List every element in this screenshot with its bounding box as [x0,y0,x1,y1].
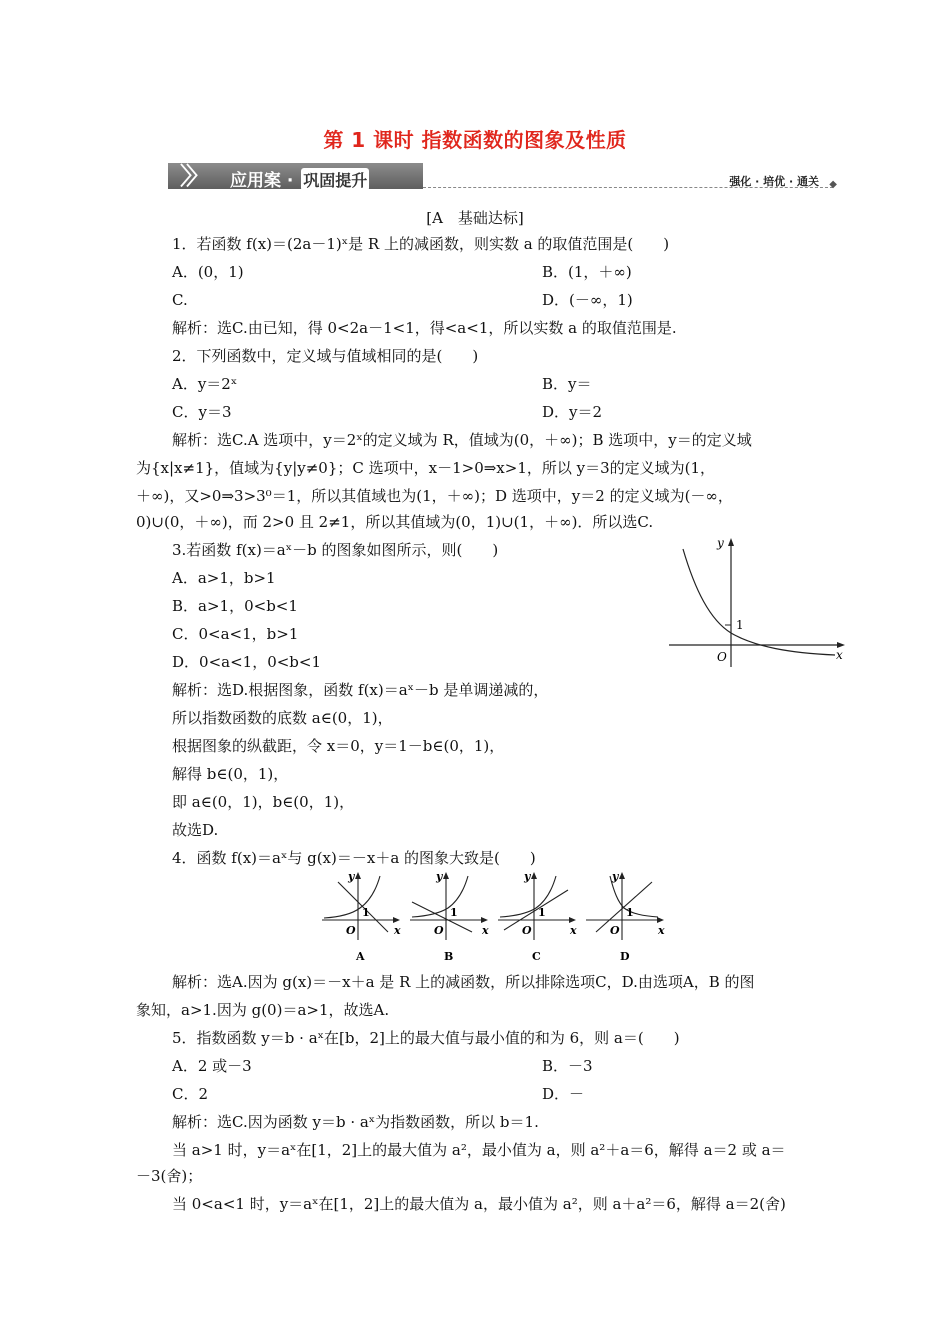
q4-graph-a [322,870,401,963]
x-axis-arrow [393,917,400,923]
section-banner [168,163,841,193]
x-axis-arrow [569,917,576,923]
origin-label: O [346,924,356,937]
graph-a-caption: A [356,950,365,963]
q3-option-a: A．a>1，b>1 [172,569,276,587]
y-label: y [436,870,443,883]
y-axis-arrow [355,872,361,879]
section-heading: [A 基础达标] [426,209,524,227]
q5-option-d: D．－ [542,1085,585,1103]
one-label: 1 [736,618,744,632]
graph-c-caption: C [532,950,541,963]
x-label: x [570,924,577,937]
q5-option-c: C．2 [172,1085,209,1103]
q3-solution-line-5: 即 a∈(0，1)，b∈(0，1)， [172,793,355,811]
banner-label-part: 应用案 · [230,171,300,191]
q2-option-d: D．y＝2 [542,403,603,421]
question-3: 3.若函数 f(x)＝aˣ－b 的图象如图所示，则( ) [172,541,499,559]
q5-solution-line-4: 当 0<a<1 时，y＝aˣ在[1，2]上的最大值为 a，最小值为 a²，则 a＋a²＝6，解得 a＝2(舍) [172,1195,786,1213]
question-2: 2．下列函数中，定义域与值域相同的是( ) [172,347,479,365]
q1-option-b: B．(1，＋∞) [542,263,632,281]
question-5: 5．指数函数 y＝b · aˣ在[b，2]上的最大值与最小值的和为 6，则 a＝( ) [172,1029,680,1047]
q4-graphs [318,868,668,968]
x-label: x [394,924,401,937]
q3-option-c: C．0<a<1，b>1 [172,625,299,643]
q2-solution-line-1: 解析：选C.A 选项中，y＝2ˣ的定义域为 R，值域为(0，＋∞)；B 选项中，y＝的定义域 [172,431,752,449]
q2-option-b: B．y＝ [542,375,592,393]
banner-label [230,166,369,191]
q5-option-b: B．－3 [542,1057,593,1075]
y-label: y [612,870,619,883]
q4-graph-b [410,870,489,963]
q2-option-a: A．y＝2ˣ [172,375,238,393]
y-label: y [524,870,531,883]
origin-label: O [522,924,532,937]
question-4: 4．函数 f(x)＝aˣ与 g(x)＝－x＋a 的图象大致是( ) [172,849,536,867]
line-g [504,890,568,930]
q5-solution-line-1: 解析：选C.因为函数 y＝b · aˣ为指数函数，所以 b＝1. [172,1113,539,1131]
graph-d-caption: D [620,950,630,963]
q3-option-d: D．0<a<1，0<b<1 [172,653,322,671]
q5-solution-line-3: －3(舍)； [136,1167,203,1185]
one-label: 1 [450,906,458,919]
exponential-curve [683,549,835,655]
q3-option-b: B．a>1，0<b<1 [172,597,298,615]
q3-solution-line-1: 解析：选D.根据图象，函数 f(x)＝aˣ－b 是单调递减的， [172,681,549,699]
origin-label: O [434,924,444,937]
y-axis-arrow [443,872,449,879]
origin-label: O [610,924,620,937]
y-label: y [717,536,724,550]
q2-solution-line-3: ＋∞)，又>0⇒3>3⁰＝1，所以其值域也为(1，＋∞)；D 选项中，y＝2 的定义域为(－∞， [136,487,733,505]
q3-solution-line-6: 故选D. [172,821,219,839]
q4-graph-c [498,870,577,963]
q4-solution-line-1: 解析：选A.因为 g(x)＝－x＋a 是 R 上的减函数，所以排除选项C，D.由选项A，B 的图 [172,973,755,991]
x-label: x [658,924,665,937]
line-g [596,882,652,932]
banner-tagline: 强化 · 培优 · 通关 [729,175,819,188]
y-axis-arrow [619,872,625,879]
q3-solution-line-2: 所以指数函数的底数 a∈(0，1)， [172,709,393,727]
double-chevron-icon: 〉〉 [180,162,204,190]
q4-graph-d [586,870,665,963]
q2-solution-line-2: 为{x|x≠1}，值域为{y|y≠0}；C 选项中，x－1>0⇒x>1，所以 y＝3的定义域为(1， [136,459,716,477]
x-axis-arrow [657,917,664,923]
y-axis-arrow [728,538,734,546]
q4-solution-line-2: 象知，a>1.因为 g(0)＝a>1，故选A. [136,1001,390,1019]
y-label: y [348,870,355,883]
q1-option-c: C. [172,291,188,309]
one-label: 1 [538,906,546,919]
one-label: 1 [362,906,370,919]
x-label: x [482,924,489,937]
banner-label-boxed: 巩固提升 [301,168,369,191]
y-axis-arrow [531,872,537,879]
q1-solution: 解析：选C.由已知，得 0<2a－1<1，得<a<1，所以实数 a 的取值范围是. [172,319,677,337]
q5-solution-line-2: 当 a>1 时，y＝aˣ在[1，2]上的最大值为 a²，最小值为 a，则 a²＋a＝6，解得 a＝2 或 a＝ [172,1141,786,1159]
origin-label: O [717,650,727,664]
q5-option-a: A．2 或－3 [172,1057,252,1075]
q1-option-d: D．(－∞，1) [542,291,633,309]
diamond-icon: ◆ [829,179,837,190]
x-axis-arrow [481,917,488,923]
graph-b-caption: B [444,950,454,963]
question-1: 1．若函数 f(x)＝(2a－1)ˣ是 R 上的减函数，则实数 a 的取值范围是( ) [172,235,670,253]
q1-option-a: A．(0，1) [172,263,244,281]
q2-option-c: C．y＝3 [172,403,232,421]
one-label: 1 [626,906,634,919]
x-label: x [836,648,843,662]
q3-solution-line-4: 解得 b∈(0，1)， [172,765,289,783]
q3-graph [665,535,850,675]
q2-solution-line-4: 0)∪(0，＋∞)，而 2>0 且 2≠1，所以其值域为(0，1)∪(1，＋∞)．所以选C. [136,513,654,531]
page-title: 第 1 课时 指数函数的图象及性质 [323,128,627,152]
q3-solution-line-3: 根据图象的纵截距，令 x＝0，y＝1－b∈(0，1)， [172,737,505,755]
